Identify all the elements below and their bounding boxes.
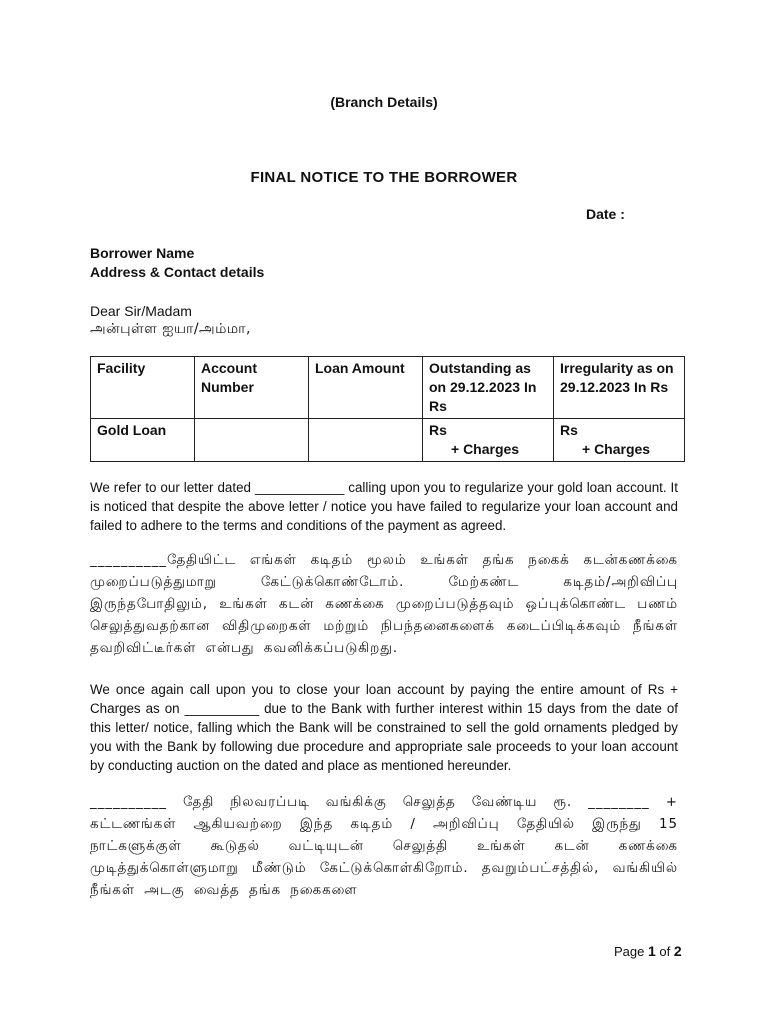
facility-table xyxy=(90,356,685,462)
page-number xyxy=(614,943,682,959)
table-header-row xyxy=(91,357,685,419)
outstanding-rs: Rs xyxy=(429,422,447,438)
header-loan-amount: Loan Amount xyxy=(309,357,423,419)
page-label: Page xyxy=(614,944,645,959)
cell-irregularity xyxy=(554,419,685,462)
borrower-name-label: Borrower Name xyxy=(90,245,195,261)
of-label: of xyxy=(659,944,671,959)
cell-loan-amount xyxy=(309,419,423,462)
salutation-tamil: அன்புள்ள ஐயா/அம்மா, xyxy=(90,321,251,337)
header-irregularity: Irregularity as on 29.12.2023 In Rs xyxy=(554,357,685,419)
header-facility: Facility xyxy=(91,357,195,419)
paragraph-english-1: We refer to our letter dated ____________ calling upon you to regularize your gold loan account. It is noticed that despite the above letter / notice you have failed to regularize your loan account and failed to adhere to the terms and conditions of the payment as agreed. xyxy=(90,480,678,533)
recipient-block xyxy=(90,244,264,282)
outstanding-charges: + Charges xyxy=(451,441,520,457)
address-label: Address & Contact details xyxy=(90,264,265,280)
irregularity-charges: + Charges xyxy=(582,441,651,457)
paragraph-tamil-1: __________தேதியிட்ட எங்கள் கடிதம் மூலம் உங்கள் தங்க நகைக் கடன்கணக்கை முறைப்படுத்துமாறு கேட்டுக்கொண்டோம். மேற்கண்ட கடிதம்/அறிவிப்பு இருந்தபோதிலும், உங்கள் கடன் கணக்கை முறைப்படுத்தவும் ஒப்புக்கொண்ட பணம் செலுத்துவதற்கான விதிமுறைகள் மற்றும் நிபந்தனைகளைக் கடைப்பிடிக்கவும் நீங்கள் தவறிவிட்டீர்கள் என்பது கவனிக்கப்படுகிறது. xyxy=(90,553,678,656)
page-total: 2 xyxy=(673,943,682,959)
cell-outstanding xyxy=(423,419,554,462)
cell-account-number xyxy=(195,419,309,462)
date-label: Date : xyxy=(586,206,625,222)
cell-facility: Gold Loan xyxy=(91,419,195,462)
irregularity-rs: Rs xyxy=(560,422,578,438)
paragraph-english-2: We once again call upon you to close your loan account by paying the entire amount of Rs + Charges as on __________ due to the Bank with further interest within 15 days from the date of this letter/ notice, falling which the Bank will be constrained to sell the gold ornaments pledged by you with the Bank by following due procedure and appropriate sale proceeds to your loan account by conducting auction on the dated and place as mentioned hereunder. xyxy=(90,682,678,773)
salutation xyxy=(90,302,251,338)
paragraph-tamil-2: __________ தேதி நிலவரப்படி வங்கிக்கு செலுத்த வேண்டிய ரூ. ________ + கட்டணங்கள் ஆகியவற்றை இந்த கடிதம் / அறிவிப்பு தேதியில் இருந்து 15 நாட்களுக்குள் கூடுதல் வட்டியுடன் செலுத்தி உங்கள் கடன் கணக்கை முடித்துக்கொள்ளுமாறு மீண்டும் கேட்டுக்கொள்கிறோம். தவறும்பட்சத்தில், வங்கியில் நீங்கள் அடகு வைத்த தங்க நகைகளை xyxy=(90,795,678,898)
salutation-english: Dear Sir/Madam xyxy=(90,303,192,319)
header-account-number: Account Number xyxy=(195,357,309,419)
page-current: 1 xyxy=(648,943,656,959)
notice-title: FINAL NOTICE TO THE BORROWER xyxy=(250,169,518,186)
branch-details: (Branch Details) xyxy=(330,94,438,110)
header-outstanding: Outstanding as on 29.12.2023 In Rs xyxy=(423,357,554,419)
table-row xyxy=(91,419,685,462)
